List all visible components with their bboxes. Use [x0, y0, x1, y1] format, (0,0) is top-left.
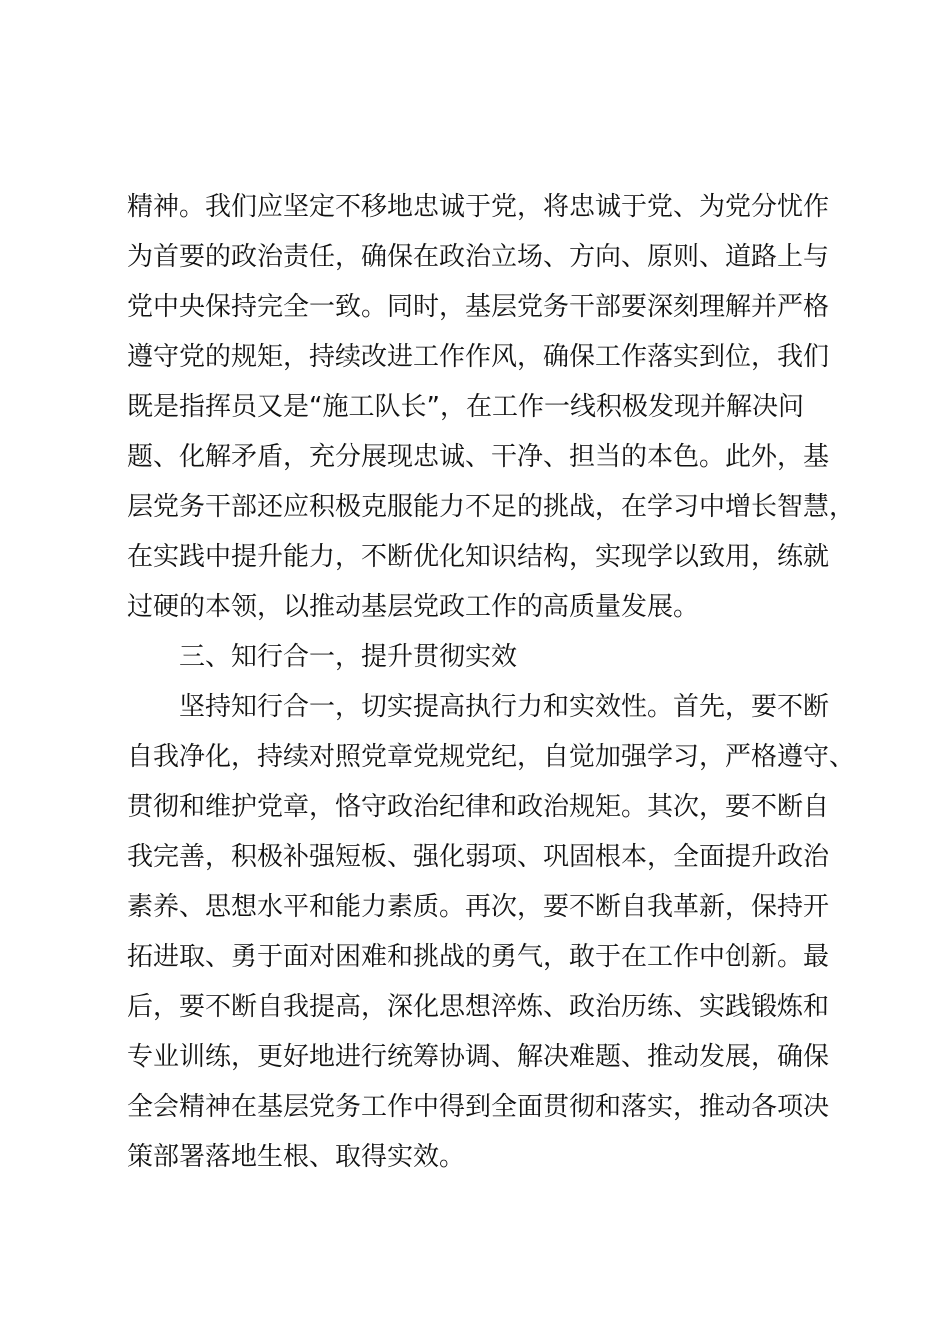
paragraph-line: 我完善，积极补强短板、强化弱项、巩固根本，全面提升政治: [127, 842, 830, 872]
paragraph-line: 贯彻和维护党章，恪守政治纪律和政治规矩。其次，要不断自: [127, 792, 830, 822]
paragraph-line: 全会精神在基层党务工作中得到全面贯彻和落实，推动各项决: [127, 1092, 830, 1122]
paragraph-line: 为首要的政治责任，确保在政治立场、方向、原则、道路上与: [127, 242, 830, 272]
paragraph-line: 自我净化，持续对照党章党规党纪，自觉加强学习，严格遵守、: [127, 742, 856, 772]
paragraph-line: 在实践中提升能力，不断优化知识结构，实现学以致用，练就: [127, 542, 830, 572]
paragraph-line: 精神。我们应坚定不移地忠诚于党，将忠诚于党、为党分忧作: [127, 192, 830, 222]
paragraph-line: 后，要不断自我提高，深化思想淬炼、政治历练、实践锻炼和: [127, 992, 830, 1022]
document-body: [127, 182, 856, 1182]
paragraph-line: 素养、思想水平和能力素质。再次，要不断自我革新，保持开: [127, 892, 830, 922]
paragraph-line: 策部署落地生根、取得实效。: [127, 1142, 466, 1172]
paragraph-line: 过硬的本领，以推动基层党政工作的高质量发展。: [127, 592, 700, 622]
paragraph-line: 拓进取、勇于面对困难和挑战的勇气，敢于在工作中创新。最: [127, 942, 830, 972]
paragraph-line: 遵守党的规矩，持续改进工作作风，确保工作落实到位，我们: [127, 342, 830, 372]
paragraph-line: 层党务干部还应积极克服能力不足的挑战，在学习中增长智慧，: [127, 492, 856, 522]
paragraph-line: 专业训练，更好地进行统筹协调、解决难题、推动发展，确保: [127, 1042, 830, 1072]
section-heading: 三、知行合一，提升贯彻实效: [179, 642, 518, 672]
paragraph-line: 党中央保持完全一致。同时，基层党务干部要深刻理解并严格: [127, 292, 830, 322]
paragraph-first-line: 坚持知行合一，切实提高执行力和实效性。首先，要不断: [179, 692, 830, 722]
paragraph-line: 题、化解矛盾，充分展现忠诚、干净、担当的本色。此外，基: [127, 442, 830, 472]
paragraph-line: 既是指挥员又是“施工队长”，在工作一线积极发现并解决问: [127, 392, 804, 422]
